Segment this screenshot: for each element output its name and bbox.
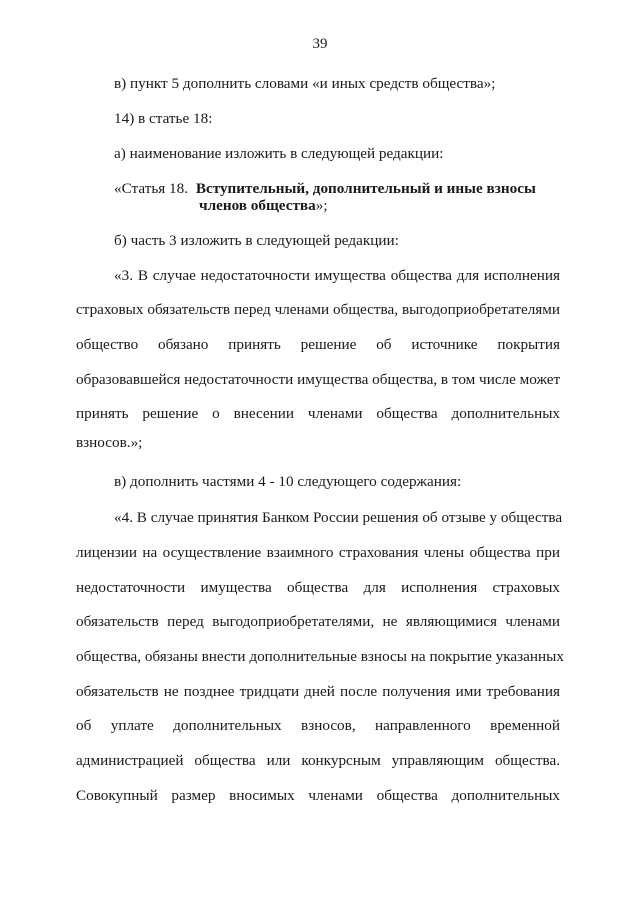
- part3-line: принять решение о внесении членами общества дополнительных: [76, 405, 560, 422]
- page-number: 39: [312, 36, 328, 52]
- article-heading-prefix: «Статья 18.: [114, 180, 189, 197]
- part3-line: взносов.»;: [76, 434, 143, 451]
- part4-line: «4. В случае принятия Банком России решения об отзыве у общества: [114, 509, 563, 526]
- part3-line: образовавшейся недостаточности имущества общества, в том числе может: [76, 371, 561, 388]
- paragraph-item-v-point5: в) пункт 5 дополнить словами «и иных средств общества»;: [114, 75, 496, 92]
- paragraph-article18: 14) в статье 18:: [114, 110, 213, 127]
- article-heading-line2: [199, 196, 328, 216]
- part4-line: об уплате дополнительных взносов, направленного временной: [76, 717, 560, 734]
- paragraph-item-a-title: а) наименование изложить в следующей редакции:: [114, 145, 444, 162]
- part3-line: общество обязано принять решение об источнике покрытия: [76, 336, 560, 353]
- part4-line: обязательств перед выгодоприобретателями, не являющимися членами: [76, 613, 560, 630]
- part3-line: страховых обязательств перед членами общества, выгодоприобретателями: [76, 301, 560, 318]
- article-heading-suffix: »;: [315, 197, 328, 214]
- part4-line: администрацией общества или конкурсным управляющим общества.: [76, 752, 560, 769]
- part4-line: лицензии на осуществление взаимного страхования члены общества при: [76, 544, 560, 561]
- part4-line: общества, обязаны внести дополнительные взносы на покрытие указанных: [76, 648, 564, 665]
- article-heading-bold-line2: членов общества: [199, 197, 316, 214]
- part4-line: обязательств не позднее тридцати дней после получения ими требования: [76, 683, 560, 700]
- paragraph-item-b-part3: б) часть 3 изложить в следующей редакции:: [114, 232, 399, 249]
- part4-line: Совокупный размер вносимых членами общества дополнительных: [76, 787, 560, 804]
- article-heading-bold-line1: Вступительный, дополнительный и иные взносы: [195, 180, 536, 197]
- part4-line: недостаточности имущества общества для исполнения страховых: [76, 579, 560, 596]
- paragraph-item-v-parts4-10: в) дополнить частями 4 - 10 следующего содержания:: [114, 473, 462, 490]
- part3-line: «3. В случае недостаточности имущества общества для исполнения: [114, 267, 560, 284]
